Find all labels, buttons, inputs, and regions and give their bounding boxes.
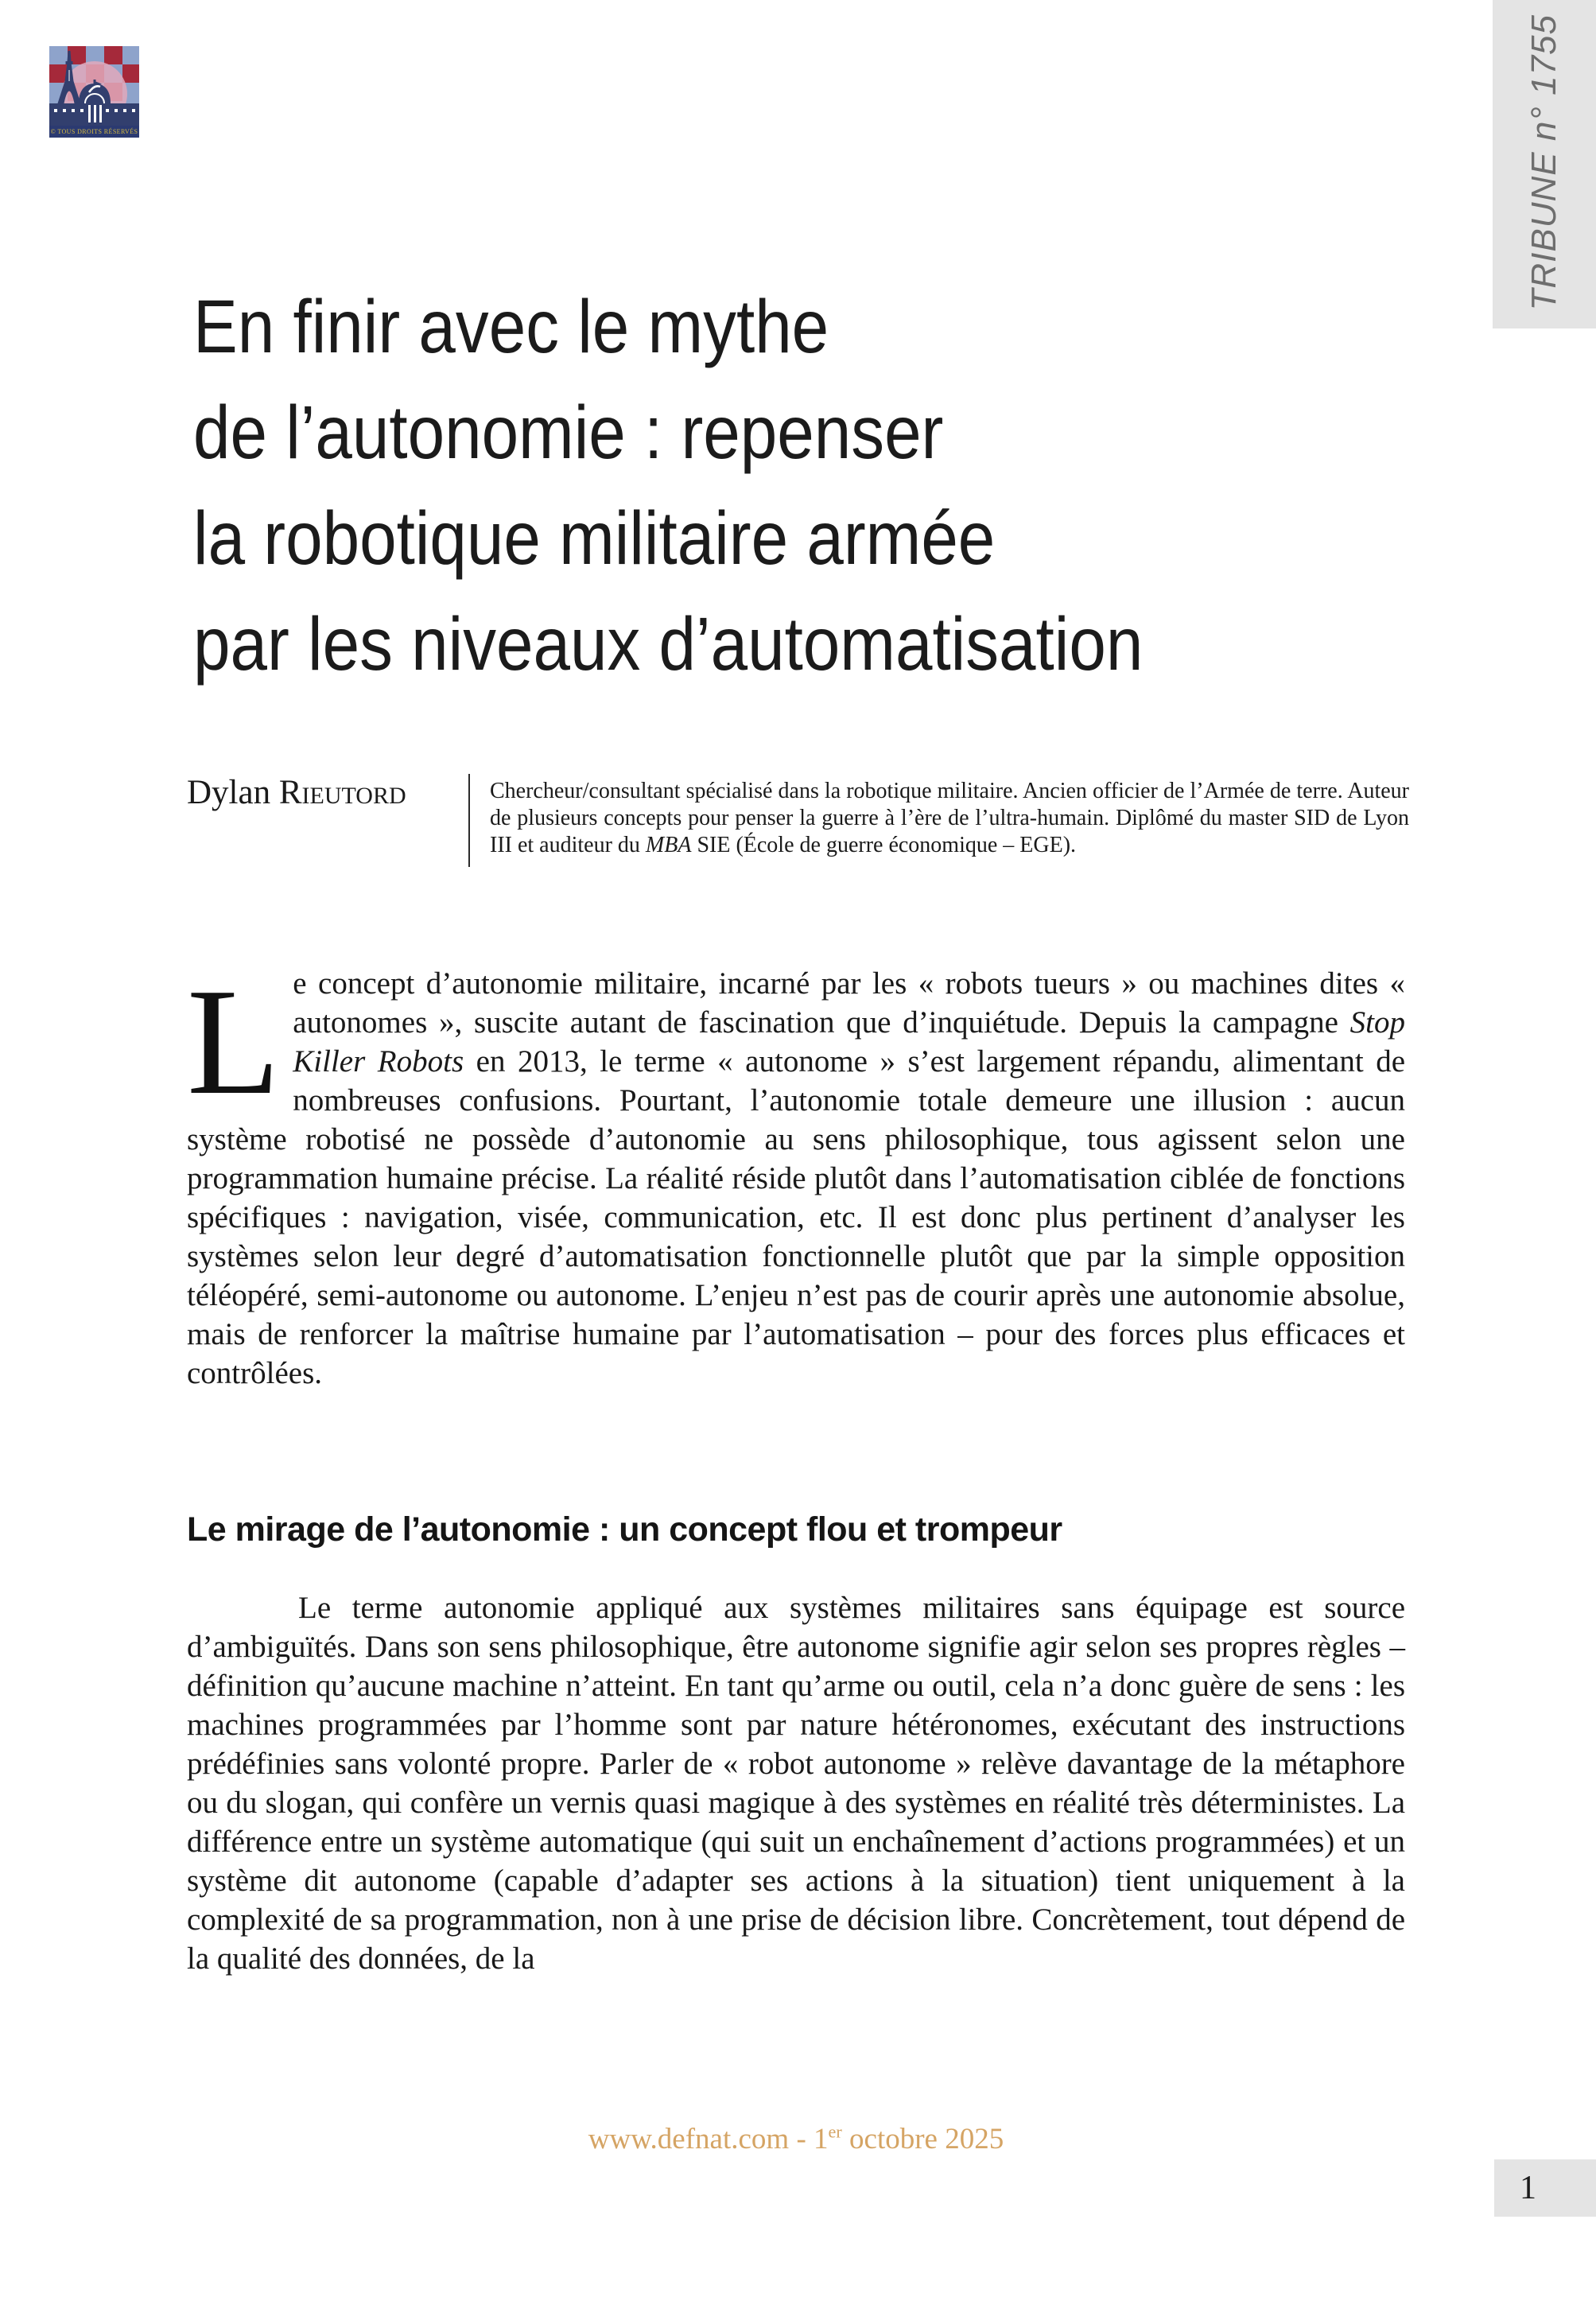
page-number-box <box>1494 2159 1596 2217</box>
text-segment: Chercheur/consultant spécialisé dans la robotique militaire. Ancien officier de l’Armée de terre. Auteur de plusieurs concepts pour penser la guerre à l’ère de l’ultra-humain. Diplômé du master SID de Lyon III et auditeur du <box>490 779 1409 857</box>
facade-band <box>49 103 139 126</box>
page-number: 1 <box>1520 2170 1536 2206</box>
publisher-logo <box>49 46 139 138</box>
title-line: par les niveaux d’automatisation <box>193 602 1144 686</box>
article-title <box>193 274 1143 698</box>
logo-copyright-banner <box>49 126 139 138</box>
footer-date-day: 1 <box>814 2123 829 2155</box>
text-segment: SIE (École de guerre économique – EGE). <box>691 833 1077 857</box>
paragraph-mirage: Le terme autonomie appliqué aux systèmes militaires sans équipage est source d’ambiguïtés. Dans son sens philosophique, être autonome signifie agir selon ses propres règles – définition qu’aucune machine n’atteint. En tant qu’arme ou outil, cela n’a donc guère de sens : les machines programmées par l’homme sont par nature hétéronomes, exécutant des instructions prédéfinies sans volonté propre. Parler de « robot autonome » relève davantage de la métaphore ou du slogan, qui confère un vernis quasi magique à des systèmes en réalité très déterministes. La différence entre un système automatique (qui suit un enchaînement d’actions programmées) et un système dit autonome (capable d’adapter ses actions à la situation) tient uniquement à la complexité de sa programmation, non à une prise de décision libre. Concrètement, tout dépend de la qualité des données, de la <box>187 1591 1405 1976</box>
text-segment: en 2013, le terme « autonome » s’est largement répandu, alimentant de nombreuses confusions. Pourtant, l’autonomie totale demeure une illusion : aucun système robotisé ne possède d’autonomie au sens philosophique, tous agissent selon une programmation humaine précise. La réalité réside plutôt dans l’automatisation ciblée de fonctions spécifiques : navigation, visée, communication, etc. Il est donc plus pertinent d’analyser les systèmes selon leur degré d’automatisation fonctionnelle plutôt que par la simple opposition téléopéré, semi-autonome ou autonome. L’enjeu n’est pas de courir après une autonomie absolue, mais de renforcer la maîtrise humaine par l’automatisation – pour des forces plus efficaces et contrôlées. <box>187 1044 1405 1390</box>
title-line: la robotique militaire armée <box>193 496 996 581</box>
text-segment: Rieutord <box>278 774 406 811</box>
article-body <box>187 957 1405 1978</box>
tribune-number-label: TRIBUNE n° 1755 <box>1524 14 1563 311</box>
text-segment: Dylan <box>187 774 279 811</box>
logo-copyright-text: © TOUS DROITS RÉSERVÉS <box>50 127 138 135</box>
paragraph-intro <box>187 957 1405 1432</box>
text-segment: e concept d’autonomie militaire, incarné par les « robots tueurs » ou machines dites « autonomes », suscite autant de fascination que d’inquiétude. Depuis la campagne <box>293 966 1405 1040</box>
footer-separator: - <box>789 2123 814 2155</box>
text-segment: Stop Killer Robots <box>293 1005 1405 1079</box>
section-heading: Le mirage de l’autonomie : un concept flou et trompeur <box>187 1510 1062 1549</box>
footer-url-link[interactable]: www.defnat.com <box>588 2123 790 2155</box>
text-segment: MBA <box>645 833 692 857</box>
ecole-militaire-emblem-icon <box>49 46 139 126</box>
title-line: de l’autonomie : repenser <box>193 391 944 475</box>
author-bio <box>490 778 1409 859</box>
footer-date-month-year: octobre 2025 <box>841 2123 1004 2155</box>
author-divider <box>468 774 470 867</box>
dropcap-letter: L <box>187 957 281 1126</box>
page-footer <box>187 2122 1405 2157</box>
title-line: En finir avec le mythe <box>193 285 829 369</box>
paragraph-intro-text <box>187 957 1405 1390</box>
tribune-sidebar-band <box>1493 0 1596 328</box>
footer-date <box>814 2123 1004 2155</box>
author-name <box>187 773 406 813</box>
footer-date-ordinal: er <box>828 2121 842 2142</box>
